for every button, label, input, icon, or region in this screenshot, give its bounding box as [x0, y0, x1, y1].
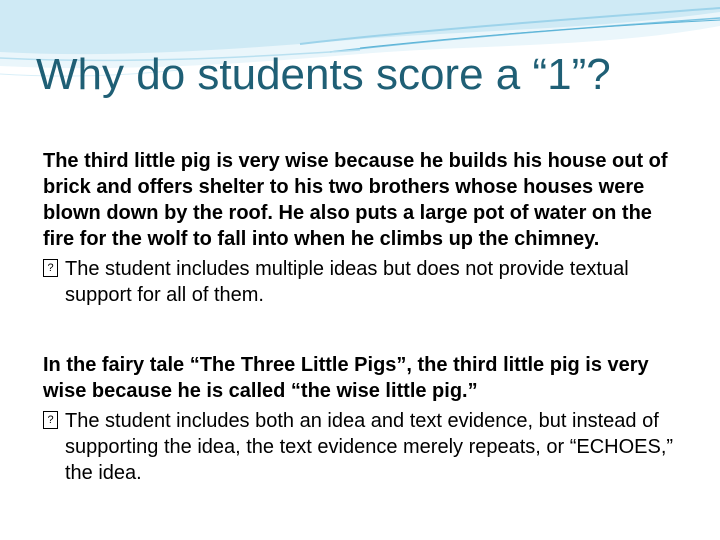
section-spacer: [43, 308, 683, 352]
example-response-1: The third little pig is very wise because he builds his house out of brick and offers shelter to his two brothers whose houses were blown down by the roof. He also puts a large pot of water on the fire for the wolf to fall into when he climbs up the chimney.: [43, 150, 668, 250]
explanation-bullet-2: [43, 408, 683, 486]
missing-glyph-icon: ?: [43, 411, 58, 429]
example-response-2: In the fairy tale “The Three Little Pigs”, the third little pig is very wise because he is called “the wise little pig.”: [43, 354, 649, 402]
explanation-bullet-1: [43, 256, 683, 308]
missing-glyph-icon: ?: [43, 259, 58, 277]
explanation-text-2: The student includes both an idea and text evidence, but instead of supporting the idea, the text evidence merely repeats, or “ECHOES,” the idea.: [65, 410, 674, 484]
slide-body: [43, 148, 683, 486]
explanation-text-1: The student includes multiple ideas but does not provide textual support for all of them.: [65, 258, 629, 306]
slide-title: Why do students score a “1”?: [36, 50, 611, 99]
